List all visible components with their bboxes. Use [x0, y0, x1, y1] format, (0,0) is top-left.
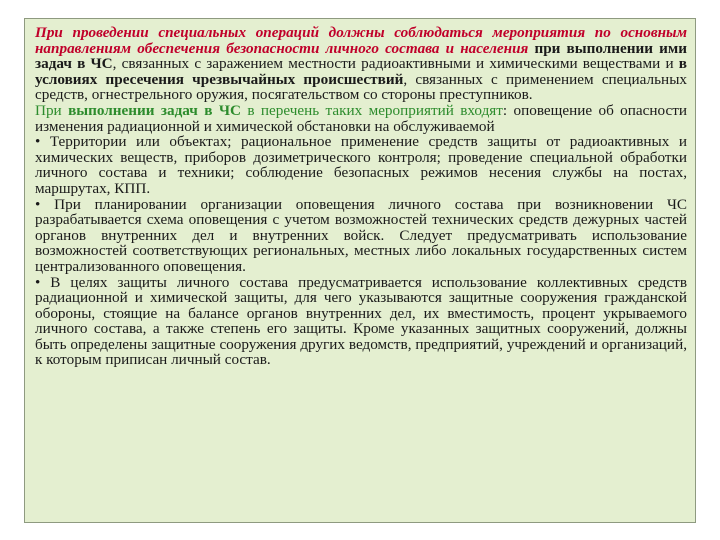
intro-bold-1: при выполнении ими задач в ЧС: [35, 39, 687, 73]
intro-bold-2: в условиях пресечения чрезвычайных происшествий: [35, 55, 687, 88]
bullet-notification: • При планировании организации оповещения личного состава при возникновении ЧС разрабатывается схема оповещения с учетом возможностей технических средств дежурных частей органов внутренних дел и внутренних войск. Следует предусматривать использование возможностей соответствующих региональных, местных либо локальных государственных систем централизованного оповещения.: [35, 195, 687, 275]
slide-text: [35, 25, 687, 368]
bullet-territory: • Территории или объектах; рациональное применение средств защиты от радиоактивных и химических веществ, приборов дозиметрического контроля; проведение специальной обработки личного состава и техники; соблюдение безопасных режимов несения службы на постах, маршрутах, КПП.: [35, 133, 687, 197]
tasks-green-2: в перечень таких мероприятий входят: [240, 101, 503, 119]
intro-text-2: , связанных с применением специальных средств, огнестрельного оружия, посягательством со стороны преступников.: [35, 70, 687, 104]
paragraph-tasks: [35, 103, 687, 134]
tasks-green-1: При: [35, 101, 69, 119]
text-panel: [24, 18, 696, 523]
tasks-green-bold: выполнении задач в ЧС: [68, 101, 241, 119]
bullet-protection: • В целях защиты личного состава предусматривается использование коллективных средств радиационной и химической защиты, для чего указываются защитные сооружения гражданской обороны, стоящие на балансе органов внутренних дел, их вместимость, процент укрываемого личного состава, а также степень его защиты. Кроме указанных защитных сооружений, должны быть определены защитные сооружения других ведомств, предприятий, учреждений и организаций, к которым приписан личный состав.: [35, 273, 687, 369]
intro-text-1: , связанных с заражением местности радиоактивными и химическими веществами и: [112, 55, 679, 73]
tasks-text: : оповещение об опасности изменения радиационной и химической обстановки на обслуживаемой: [35, 101, 687, 135]
intro-heading: При проведении специальных операций должны соблюдаться мероприятия по основным направлениям обеспечения безопасности личного состава и населения: [35, 24, 687, 57]
paragraph-intro: [35, 25, 687, 103]
